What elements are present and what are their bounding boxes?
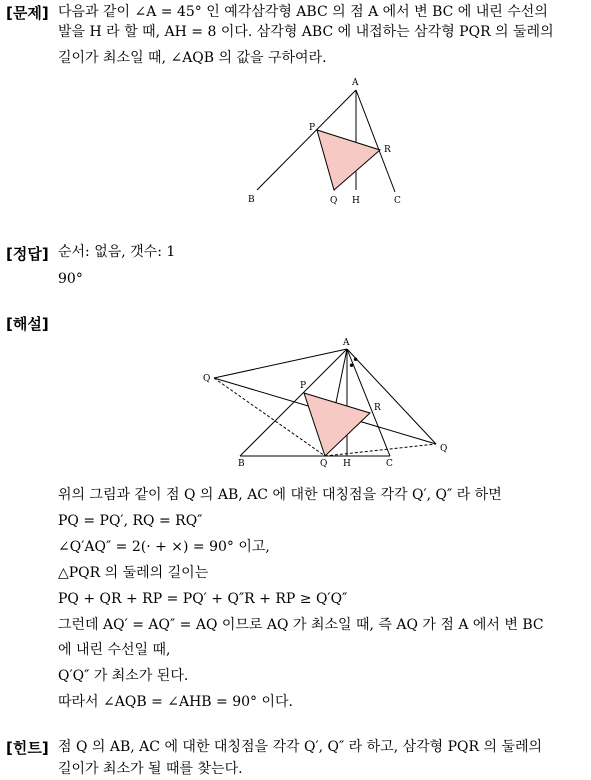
explanation-label: [해설] xyxy=(6,315,49,333)
explanation-line-3: ∠Q′AQ″ = 2(· + ×) = 90° 이고, xyxy=(58,539,270,555)
explanation-line-6: 그런데 AQ′ = AQ″ = AQ 이므로 AQ 가 최소일 때, 즉 AQ 가 점 A 에서 변 BC xyxy=(58,617,544,633)
problem-line-3: 길이가 최소일 때, ∠AQB 의 값을 구하여라. xyxy=(58,50,327,66)
fig2-label-q: Q xyxy=(320,459,328,469)
triangle-pqr-2 xyxy=(304,393,370,456)
problem-line-2: 발을 H 라 할 때, AH = 8 이다. 삼각형 ABC 에 내접하는 삼각형 PQR 의 둘레의 xyxy=(58,24,554,40)
answer-line-1: 순서: 없음, 갯수: 1 xyxy=(58,244,176,260)
fig1-label-h: H xyxy=(352,196,360,206)
hint-line-1: 점 Q 의 AB, AC 에 대한 대칭점을 각각 Q′, Q″ 라 하고, 삼각형 PQR 의 둘레의 xyxy=(58,739,543,755)
explanation-line-2: PQ = PQ′, RQ = RQ″ xyxy=(58,513,203,529)
fig1-label-p: P xyxy=(309,123,316,133)
answer-label: [정답] xyxy=(6,245,49,263)
fig2-label-p: P xyxy=(300,381,307,391)
svg-text:•: • xyxy=(352,353,360,367)
explanation-line-1: 위의 그림과 같이 점 Q 의 AB, AC 에 대한 대칭점을 각각 Q′, Q″ 라 하면 xyxy=(58,487,502,503)
explanation-line-8: Q′Q″ 가 최소가 된다. xyxy=(58,668,189,684)
svg-text:•: • xyxy=(348,359,356,373)
fig2-label-b: B xyxy=(238,459,245,469)
explanation-line-5: PQ + QR + RP = PQ′ + Q″R + RP ≥ Q′Q″ xyxy=(58,591,348,607)
fig1-label-b: B xyxy=(248,195,255,205)
fig1-label-r: R xyxy=(384,145,391,155)
explanation-line-7: 에 내린 수선일 때, xyxy=(58,642,171,658)
fig2-label-h: H xyxy=(343,459,351,469)
problem-label: [문제] xyxy=(6,4,49,22)
fig2-label-r: R xyxy=(374,403,381,413)
fig2-label-c: C xyxy=(386,459,393,469)
fig2-label-q2: Q xyxy=(440,444,448,454)
fig2-label-q1: Q xyxy=(203,374,211,384)
hint-label: [힌트] xyxy=(6,739,49,757)
fig2-label-a: A xyxy=(343,338,350,348)
problem-line-1: 다음과 같이 ∠A = 45° 인 예각삼각형 ABC 의 점 A 에서 변 BC 에 내린 수선의 xyxy=(58,4,548,20)
explanation-line-9: 따라서 ∠AQB = ∠AHB = 90° 이다. xyxy=(58,694,293,710)
explanation-line-4: △PQR 의 둘레의 길이는 xyxy=(58,565,209,581)
hint-line-2: 길이가 최소가 될 때를 찾는다. xyxy=(58,761,243,777)
fig1-label-q: Q xyxy=(330,196,338,206)
answer-line-2: 90° xyxy=(58,271,83,287)
fig1-label-a: A xyxy=(352,78,359,88)
fig1-label-c: C xyxy=(394,196,401,206)
